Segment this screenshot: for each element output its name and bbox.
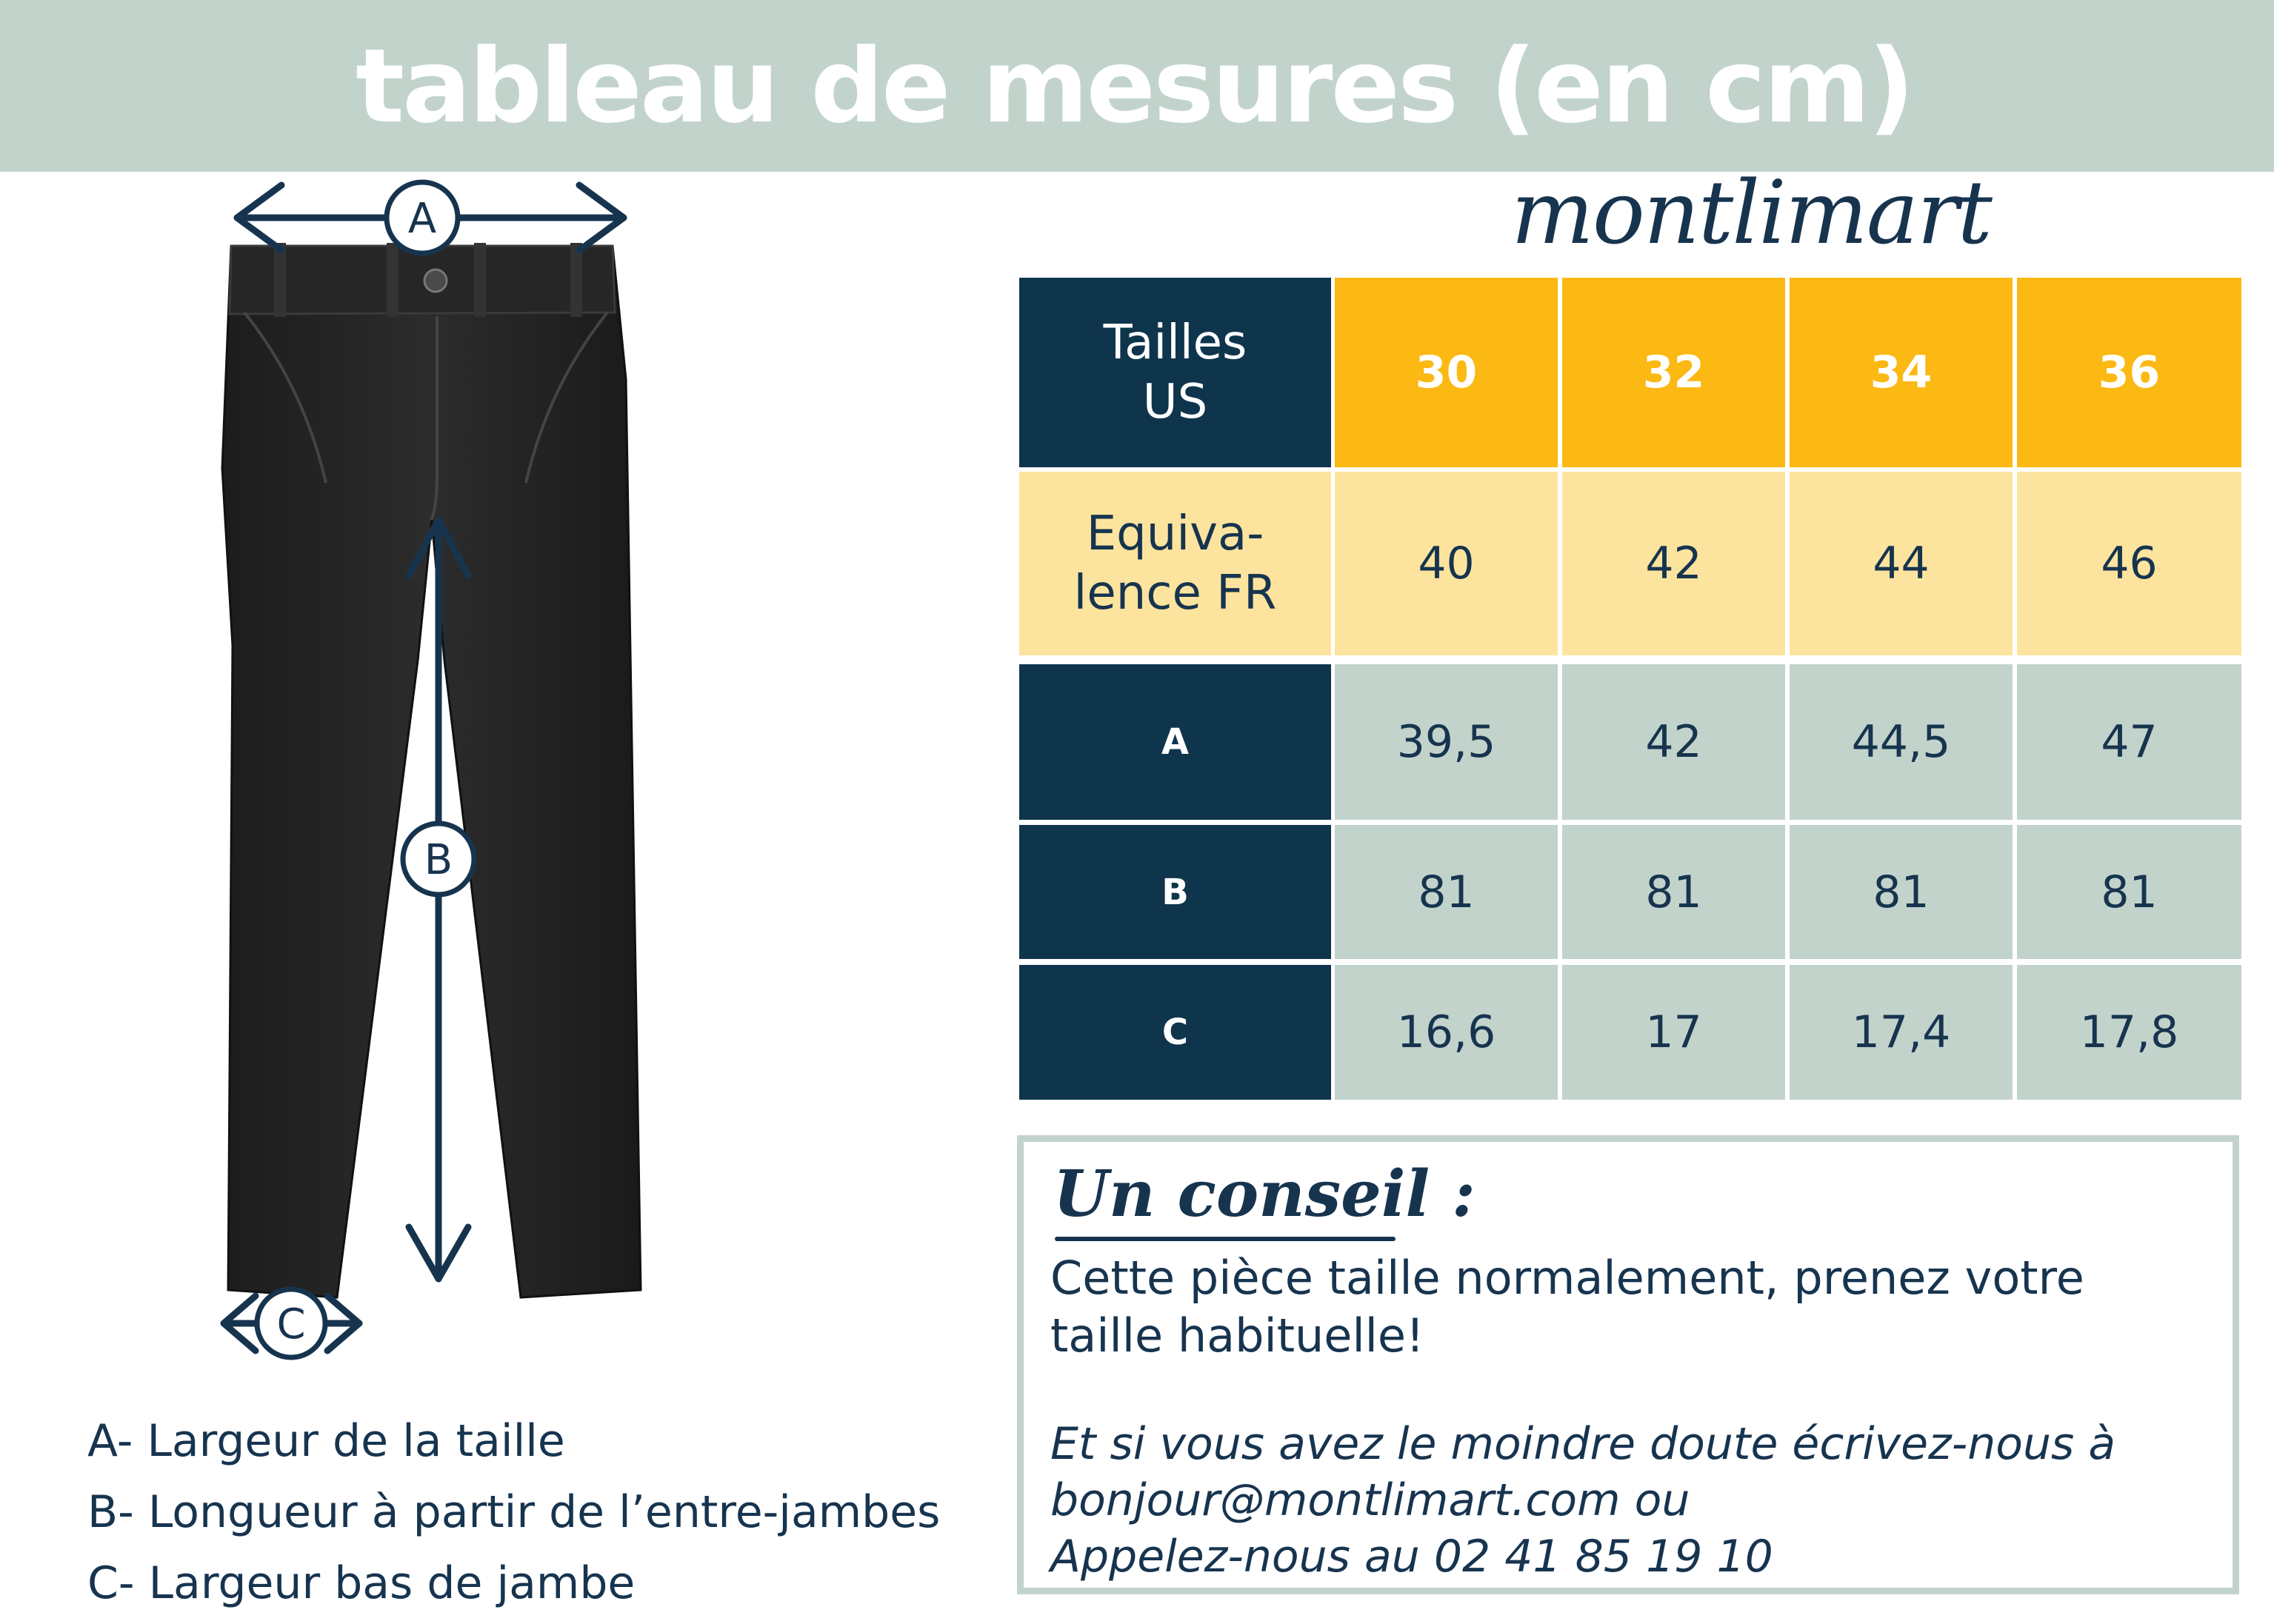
page-title: tableau de mesures (en cm)	[356, 26, 1913, 146]
label-b: B	[424, 836, 453, 884]
header-cell-equivalence-fr	[1019, 472, 1331, 655]
advice-title-underline	[1055, 1237, 1396, 1241]
brand-logo-script	[1504, 161, 2074, 273]
advice-text	[1050, 1249, 2206, 1365]
size-36: 36	[2017, 278, 2241, 467]
equivalence-label-line2: lence FR	[1073, 566, 1277, 621]
equivalence-36: 46	[2017, 472, 2241, 655]
brand-name: montlimart	[1511, 161, 1991, 264]
legend-item-b: B- Longueur à partir de l’entre-jambes	[87, 1486, 941, 1538]
c-30: 16,6	[1335, 965, 1558, 1100]
b-36: 81	[2017, 825, 2241, 959]
size-32: 32	[1562, 278, 1785, 467]
a-32: 42	[1562, 664, 1785, 820]
a-34: 44,5	[1790, 664, 2013, 820]
contact-line-3	[1050, 1528, 2221, 1585]
advice-box	[1017, 1135, 2239, 1594]
advice-line-1: Cette pièce taille normalement, prenez votre	[1050, 1251, 2084, 1305]
c-34: 17,4	[1790, 965, 2013, 1100]
pants-icon	[222, 246, 641, 1297]
a-36: 47	[2017, 664, 2241, 820]
row-label-c: C	[1019, 965, 1331, 1100]
equivalence-30: 40	[1335, 472, 1558, 655]
c-36: 17,8	[2017, 965, 2241, 1100]
size-table	[1019, 278, 2241, 1103]
c-32: 17	[1562, 965, 1785, 1100]
size-30: 30	[1335, 278, 1558, 467]
advice-title: Un conseil :	[1053, 1157, 1476, 1232]
us-label: US	[1142, 375, 1208, 430]
header-cell-tailles-us	[1019, 278, 1331, 467]
label-c: C	[276, 1300, 306, 1349]
b-30: 81	[1335, 825, 1558, 959]
advice-contact	[1050, 1416, 2221, 1585]
header-banner	[0, 0, 2274, 172]
measure-legend	[87, 1406, 1021, 1619]
contact-phone[interactable]: 02 41 85 19 10	[1433, 1531, 1773, 1583]
equivalence-34: 44	[1790, 472, 2013, 655]
contact-email[interactable]: bonjour@montlimart.com	[1050, 1474, 1621, 1526]
b-34: 81	[1790, 825, 2013, 959]
row-label-b: B	[1019, 825, 1331, 959]
label-a: A	[407, 195, 437, 243]
brand-logo	[1504, 161, 2074, 273]
row-label-a: A	[1019, 664, 1331, 820]
legend-item-c: C- Largeur bas de jambe	[87, 1557, 636, 1609]
contact-call-label: Appelez-nous au	[1050, 1531, 1434, 1583]
equivalence-32: 42	[1562, 472, 1785, 655]
equivalence-label-line1: Equiva-	[1086, 507, 1264, 561]
legend-item-a: A- Largeur de la taille	[87, 1415, 565, 1467]
a-30: 39,5	[1335, 664, 1558, 820]
advice-line-2: taille habituelle!	[1050, 1309, 1424, 1363]
size-34: 34	[1790, 278, 2013, 467]
contact-line-2	[1050, 1472, 2221, 1528]
tailles-label: Tailles	[1103, 315, 1247, 370]
contact-or: ou	[1620, 1474, 1690, 1526]
contact-line-1: Et si vous avez le moindre doute écrivez-nous à	[1050, 1418, 2116, 1470]
b-32: 81	[1562, 825, 1785, 959]
pants-diagram	[215, 172, 896, 1386]
